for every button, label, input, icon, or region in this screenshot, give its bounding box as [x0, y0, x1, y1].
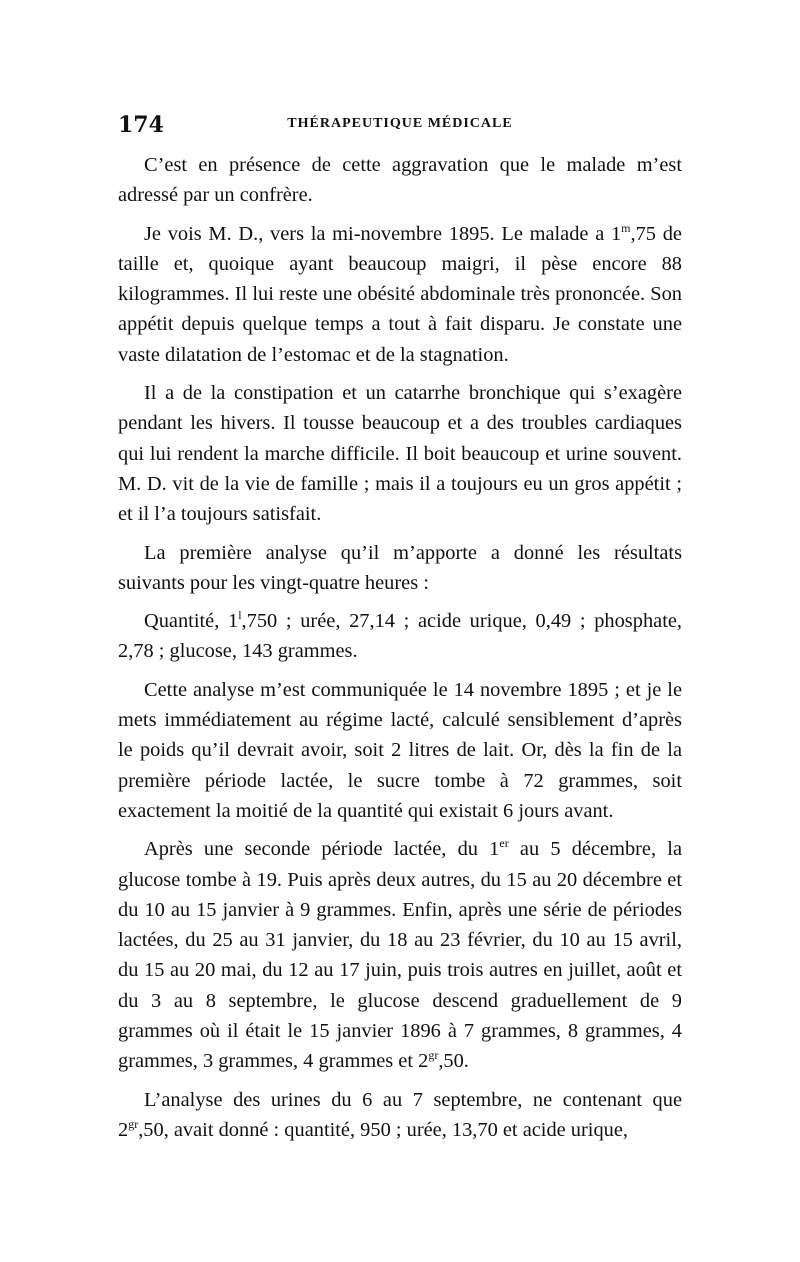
paragraph [118, 606, 682, 667]
text-run: La première analyse qu’il m’apporte a donné les résultats suivants pour les vingt-quatre heures : [118, 541, 682, 594]
paragraph [118, 1085, 682, 1146]
superscript: l [238, 608, 242, 623]
page-number: 174 [118, 112, 164, 138]
text-run: Cette analyse m’est communiquée le 14 novembre 1895 ; et je le mets immédiatement au régime lacté, calculé sensiblement d’après le poids qu’il devrait avoir, soit 2 litres de lait. Or, dès la fin de la première période lactée, le sucre tombe à 72 grammes, soit exactement la moitié de la quantité qui existait 6 jours avant. [118, 678, 682, 822]
text-run: Quantité, 1 [144, 610, 239, 633]
superscript: m [621, 220, 631, 235]
paragraph [118, 834, 682, 1076]
text-run: au 5 décembre, la glucose tombe à 19. Puis après deux autres, du 15 au 20 décembre et du 10 au 15 janvier à 9 grammes. Enfin, après une série de périodes lactées, du 25 au 31 janvier, du 18 au 23 février, du 10 au 15 avril, du 15 au 20 mai, du 12 au 17 juin, puis trois autres en juillet, août et du 3 au 8 septembre, le glucose descend graduellement de 9 grammes où il était le 15 janvier 1896 à 7 grammes, 8 grammes, 4 grammes, 3 grammes, 4 grammes et 2 [118, 838, 682, 1073]
running-head [118, 112, 682, 142]
paragraph [118, 538, 682, 599]
paragraph [118, 378, 682, 529]
text-run: ,750 ; urée, 27,14 ; acide urique, 0,49 ; phosphate, 2,78 ; glucose, 143 grammes. [118, 610, 683, 663]
body-text [118, 150, 682, 1153]
superscript: gr [128, 1117, 139, 1132]
text-run: Il a de la constipation et un catarrhe bronchique qui s’exagère pendant les hivers. Il tousse beaucoup et a des troubles cardiaques qui lui rendent la marche difficile. Il boit beaucoup et urine souvent. M. D. vit de la vie de famille ; mais il a toujours eu un gros appétit ; et il l’a toujours satisfait. [118, 382, 682, 526]
text-run: C’est en présence de cette aggravation que le malade m’est adressé par un confrère. [118, 154, 682, 207]
text-run: Je vois M. D., vers la mi-novembre 1895. Le malade a 1 [144, 222, 622, 245]
paragraph [118, 219, 682, 370]
text-run: ,75 de taille et, quoique ayant beaucoup maigri, il pèse encore 88 kilogrammes. Il lui reste une obésité abdominale très prononcée. Son appétit depuis quelque temps a tout à fait disparu. Je constate une vaste dilatation de l’estomac et de la stagnation. [118, 222, 682, 366]
running-title: THÉRAPEUTIQUE MÉDICALE [287, 116, 513, 131]
text-run: L’analyse des urines du 6 au 7 septembre, ne contenant que 2 [118, 1088, 682, 1141]
superscript: er [499, 836, 509, 851]
text-run: ,50. [438, 1050, 469, 1073]
paragraph [118, 675, 682, 826]
text-run: ,50, avait donné : quantité, 950 ; urée, 13,70 et acide urique, [138, 1118, 628, 1141]
text-run: Après une seconde période lactée, du 1 [144, 838, 500, 861]
paragraph [118, 150, 682, 211]
superscript: gr [428, 1048, 439, 1063]
